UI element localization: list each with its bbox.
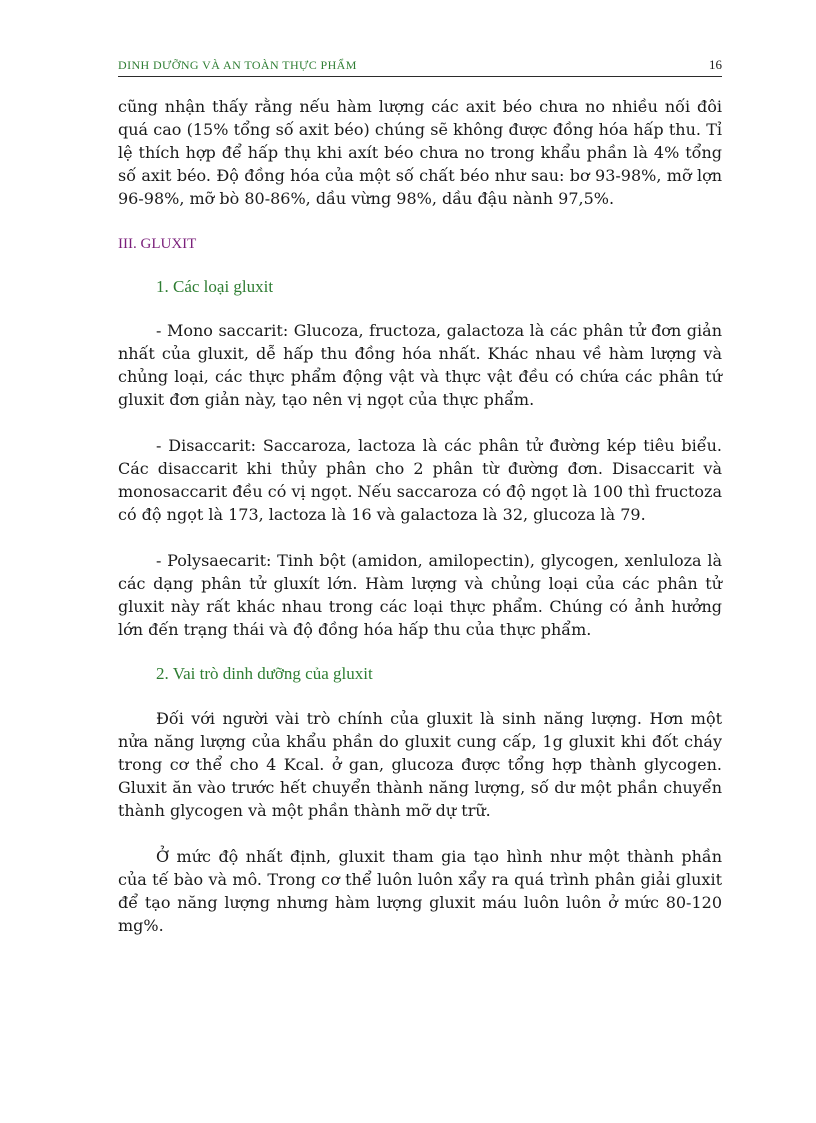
- subsection-2-title: 2. Vai trò dinh dưỡng của gluxit: [156, 664, 373, 683]
- polysaccarit-paragraph: - Polysaecarit: Tinh bột (amidon, amilopectin), glycogen, xenluloza là các dạng phân tử gluxít lớn. Hàm lượng và chủng loại của các phân tử gluxit này rất khác nhau trong các loại thực phẩm. Chúng có ảnh hưởng lớn đến trạng thái và độ đồng hóa hấp thu của thực phẩm.: [118, 551, 722, 639]
- running-title: DINH DƯỠNG VÀ AN TOÀN THỰC PHẨM: [118, 58, 357, 72]
- page-body: [118, 95, 722, 937]
- role-paragraph-2: Ở mức độ nhất định, gluxit tham gia tạo hình như một thành phần của tế bào và mô. Trong cơ thể luôn luôn xẩy ra quá trình phân giải gluxit để tạo năng lượng nhưng hàm lượng gluxit máu luôn luôn ở mức 80-120 mg%.: [118, 847, 722, 935]
- disaccarit-paragraph: - Disaccarit: Saccaroza, lactoza là các phân tử đường kép tiêu biểu. Các disaccarit khi thủy phân cho 2 phân từ đường đơn. Disaccarit và monosaccarit đều có vị ngọt. Nếu saccaroza có độ ngọt là 100 thì fructoza có độ ngọt là 173, lactoza là 16 và galactoza là 32, glucoza là 79.: [118, 436, 722, 524]
- intro-paragraph: cũng nhận thấy rằng nếu hàm lượng các axit béo chưa no nhiều nối đôi quá cao (15% tổng số axit béo) chúng sẽ không được đồng hóa hấp thu. Tỉ lệ thích hợp để hấp thụ khi axít béo chưa no trong khẩu phần là 4% tổng số axit béo. Độ đồng hóa của một số chất béo như sau: bơ 93-98%, mỡ lợn 96-98%, mỡ bò 80-86%, dầu vừng 98%, dầu đậu nành 97,5%.: [118, 97, 722, 208]
- section-title: III. GLUXIT: [118, 236, 197, 252]
- page-number: 16: [709, 57, 722, 72]
- page-header: [118, 56, 722, 77]
- subsection-1-title: 1. Các loại gluxit: [156, 277, 274, 296]
- mono-paragraph: - Mono saccarit: Glucoza, fructoza, galactoza là các phân tử đơn giản nhất của gluxit, dễ hấp thu đồng hóa nhất. Khác nhau về hàm lượng và chủng loại, các thực phẩm động vật và thực vật đều có chứa các phân tứ gluxit đơn giản này, tạo nên vị ngọt của thực phẩm.: [118, 321, 722, 409]
- role-paragraph-1: Đối với người vài trò chính của gluxit là sinh năng lượng. Hơn một nửa năng lượng của khẩu phần do gluxit cung cấp, 1g gluxit khi đốt cháy trong cơ thể cho 4 Kcal. ở gan, glucoza được tổng hợp thành glycogen. Gluxit ăn vào trước hết chuyển thành năng lượng, số dư một phần chuyển thành glycogen và một phần thành mỡ dự trữ.: [118, 709, 722, 820]
